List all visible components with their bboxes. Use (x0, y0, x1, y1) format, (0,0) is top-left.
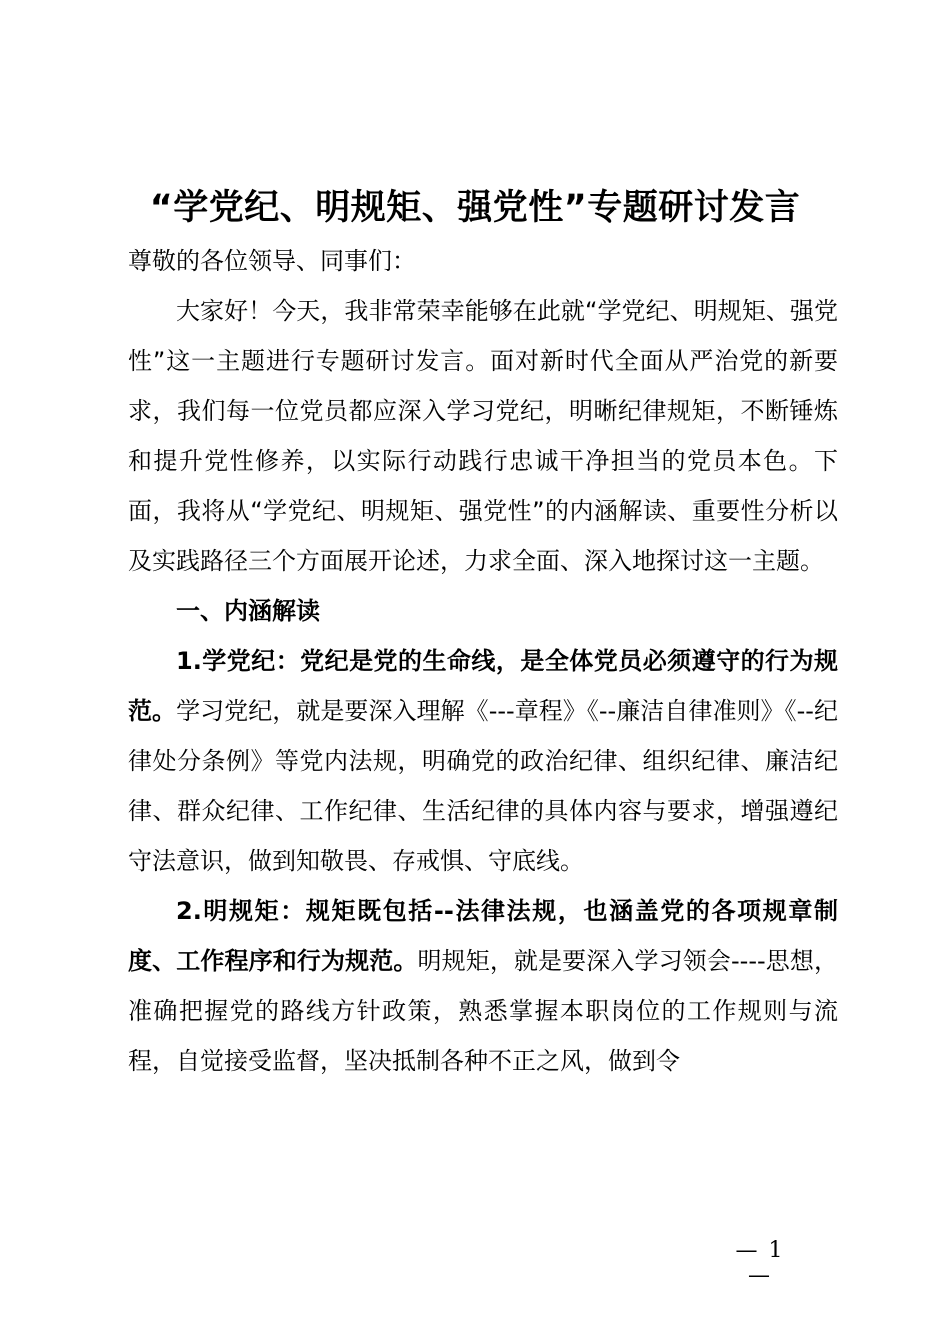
page-number: — 1 — (735, 1238, 785, 1288)
item-2-paragraph (128, 886, 838, 1086)
item-2-body: 明规矩，就是要深入学习领会----思想，准确把握党的路线方针政策，熟悉掌握本职岗位的工作规则与流程，自觉接受监督，坚决抵制各种不正之风，做到令 (128, 947, 839, 1075)
salutation: 尊敬的各位领导、同事们： (128, 247, 416, 275)
item-1-lead: 1.学党纪：党纪是党的生命线，是全体党员必须遵守的行为规范。 (128, 647, 838, 725)
item-1-body: 学习党纪，就是要深入理解《---章程》《--廉洁自律准则》《--纪律处分条例》等党内法规，明确党的政治纪律、组织纪律、廉洁纪律、群众纪律、工作纪律、生活纪律的具体内容与要求，增强遵纪守法意识，做到知敬畏、存戒惧、守底线。 (128, 697, 838, 875)
document-body (128, 236, 838, 1086)
item-1-paragraph (128, 636, 838, 886)
section-heading-1: 一、内涵解读 (176, 597, 320, 625)
document-title: “学党纪、明规矩、强党性”专题研讨发言 (149, 188, 801, 228)
item-2-lead: 2.明规矩：规矩既包括--法律法规，也涵盖党的各项规章制度、工作程序和行为规范。 (128, 897, 838, 975)
intro-paragraph: 大家好！今天，我非常荣幸能够在此就“学党纪、明规矩、强党性”这一主题进行专题研讨发言。面对新时代全面从严治党的新要求，我们每一位党员都应深入学习党纪，明晰纪律规矩，不断锤炼和提升党性修养，以实际行动践行忠诚干净担当的党员本色。下面，我将从“学党纪、明规矩、强党性”的内涵解读、重要性分析以及实践路径三个方面展开论述，力求全面、深入地探讨这一主题。 (128, 297, 838, 575)
